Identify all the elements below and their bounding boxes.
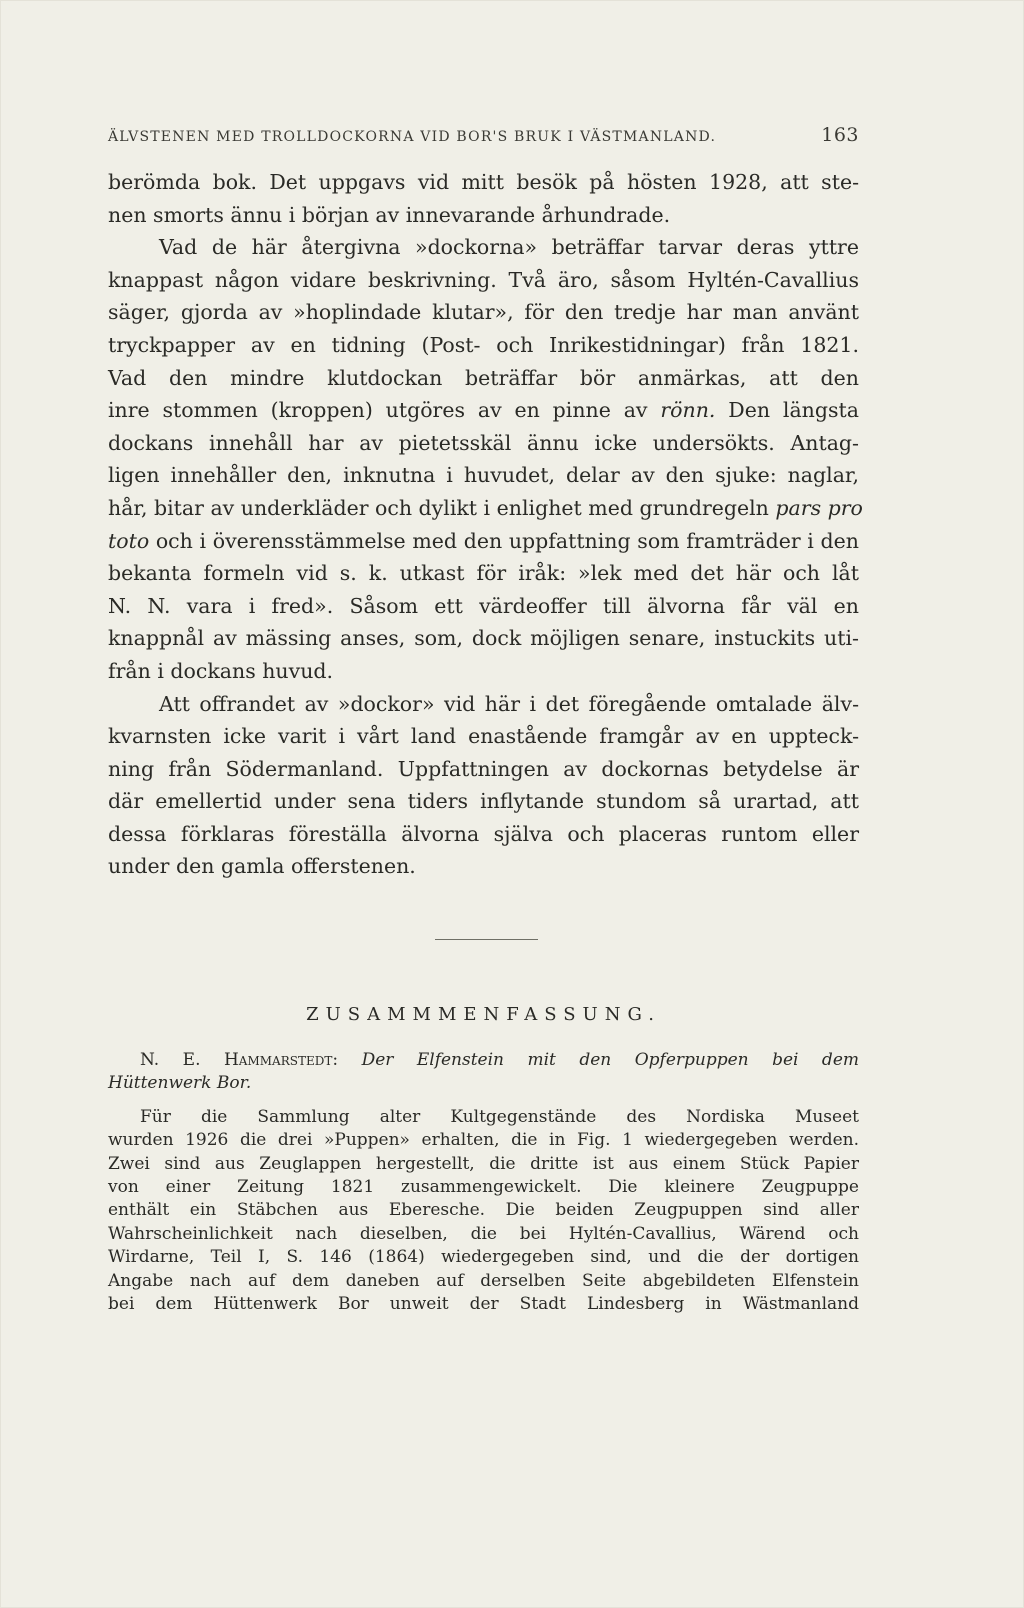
body-text-span: inre stommen (kroppen) utgöres av en pinne av: [108, 398, 648, 423]
body-line: under den gamla offerstenen.: [108, 854, 416, 879]
body-line: dockans innehåll har av pietetsskäl ännu icke undersökts. Antag-: [108, 430, 859, 455]
body-text: [108, 166, 863, 883]
body-line: Att offrandet av »dockor» vid här i det föregående omtalade älv-: [159, 691, 859, 716]
body-line: från i dockans huvud.: [108, 658, 334, 683]
summary-line: wurden 1926 die drei »Puppen» erhalten, die in Fig. 1 wiedergegeben werden.: [108, 1130, 859, 1151]
italic-term-toto: toto: [108, 528, 150, 553]
body-line: kvarnsten icke varit i vårt land enastående framgår av en uppteck-: [108, 724, 859, 749]
summary-heading: ZUSAMMMENFASSUNG.: [306, 1004, 661, 1025]
page-number: 163: [821, 124, 859, 146]
summary-line: von einer Zeitung 1821 zusammengewickelt. Die kleinere Zeugpuppe: [108, 1177, 859, 1198]
summary-citation-line: [108, 1072, 859, 1095]
body-line: Vad den mindre klutdockan beträffar bör anmärkas, att den: [108, 365, 859, 390]
body-line: [108, 492, 863, 525]
running-head: [108, 124, 859, 146]
body-text-span: Den längsta: [728, 398, 859, 423]
body-line: berömda bok. Det uppgavs vid mitt besök på hösten 1928, att ste-: [108, 170, 859, 194]
spacer: [108, 1096, 859, 1106]
body-line: knappast någon vidare beskrivning. Två äro, såsom Hyltén-Cavallius: [108, 267, 859, 292]
body-text-span: hår, bitar av underkläder och dylikt i enlighet med grundregeln: [108, 495, 769, 520]
body-line: där emellertid under sena tiders inflytande stundom så urartad, att: [108, 789, 859, 814]
body-line: ligen innehåller den, inknutna i huvudet, delar av den sjuke: naglar,: [108, 463, 859, 488]
body-line: tryckpapper av en tidning (Post- och Inrikestidningar) från 1821.: [108, 332, 859, 357]
body-line: [108, 394, 859, 427]
summary-line: Zwei sind aus Zeuglappen hergestellt, die dritte ist aus einem Stück Papier: [108, 1153, 859, 1174]
body-line: knappnål av mässing anses, som, dock möjligen senare, instuckits uti-: [108, 626, 859, 651]
body-line: bekanta formeln vid s. k. utkast för iråk: »lek med det här och låt: [108, 561, 859, 586]
summary-line: enthält ein Stäbchen aus Eberesche. Die beiden Zeugpuppen sind aller: [108, 1200, 859, 1221]
summary-text: [108, 1049, 859, 1316]
summary-line: Wahrscheinlichkeit nach dieselben, die bei Hyltén-Cavallius, Wärend och: [108, 1223, 859, 1244]
author-initials: N. E.: [140, 1050, 201, 1070]
body-line: N. N. vara i fred». Såsom ett värdeoffer till älvorna får väl en: [108, 593, 859, 618]
summary-line: Für die Sammlung alter Kultgegenstände des Nordiska Museet: [140, 1106, 859, 1127]
italic-term-ronn: rönn.: [660, 398, 716, 423]
summary-line: bei dem Hüttenwerk Bor unweit der Stadt Lindesberg in Wästmanland: [108, 1294, 859, 1315]
running-head-title: ÄLVSTENEN MED TROLLDOCKORNA VID BOR'S BRUK I VÄSTMANLAND.: [108, 129, 717, 145]
author-surname: Hammarstedt:: [223, 1050, 339, 1070]
body-line: dessa förklaras föreställa älvorna själva och placeras runtom eller: [108, 821, 859, 846]
summary-citation-line: [108, 1049, 859, 1072]
body-line: nen smorts ännu i början av innevarande århundrade.: [108, 202, 671, 227]
body-line: säger, gjorda av »hoplindade klutar», för den tredje har man använt: [108, 300, 859, 325]
summary-line: Wirdarne, Teil I, S. 146 (1864) wiedergegeben sind, und die der dortigen: [108, 1247, 859, 1268]
body-line: Vad de här återgivna »dockorna» beträffar tarvar deras yttre: [159, 235, 859, 260]
summary-line: Angabe nach auf dem daneben auf derselben Seite abgebildeten Elfenstein: [108, 1270, 859, 1291]
body-text-span: och i överensstämmelse med den uppfattning som framträder i den: [155, 528, 859, 553]
body-line: ning från Södermanland. Uppfattningen av dockornas betydelse är: [108, 756, 859, 781]
body-line: [108, 525, 859, 558]
article-title-cont: Hüttenwerk Bor.: [108, 1073, 252, 1094]
article-title: Der Elfenstein mit den Opferpuppen bei dem: [361, 1050, 859, 1070]
italic-term-pars-pro: pars pro: [775, 495, 863, 520]
section-divider: [435, 939, 538, 940]
